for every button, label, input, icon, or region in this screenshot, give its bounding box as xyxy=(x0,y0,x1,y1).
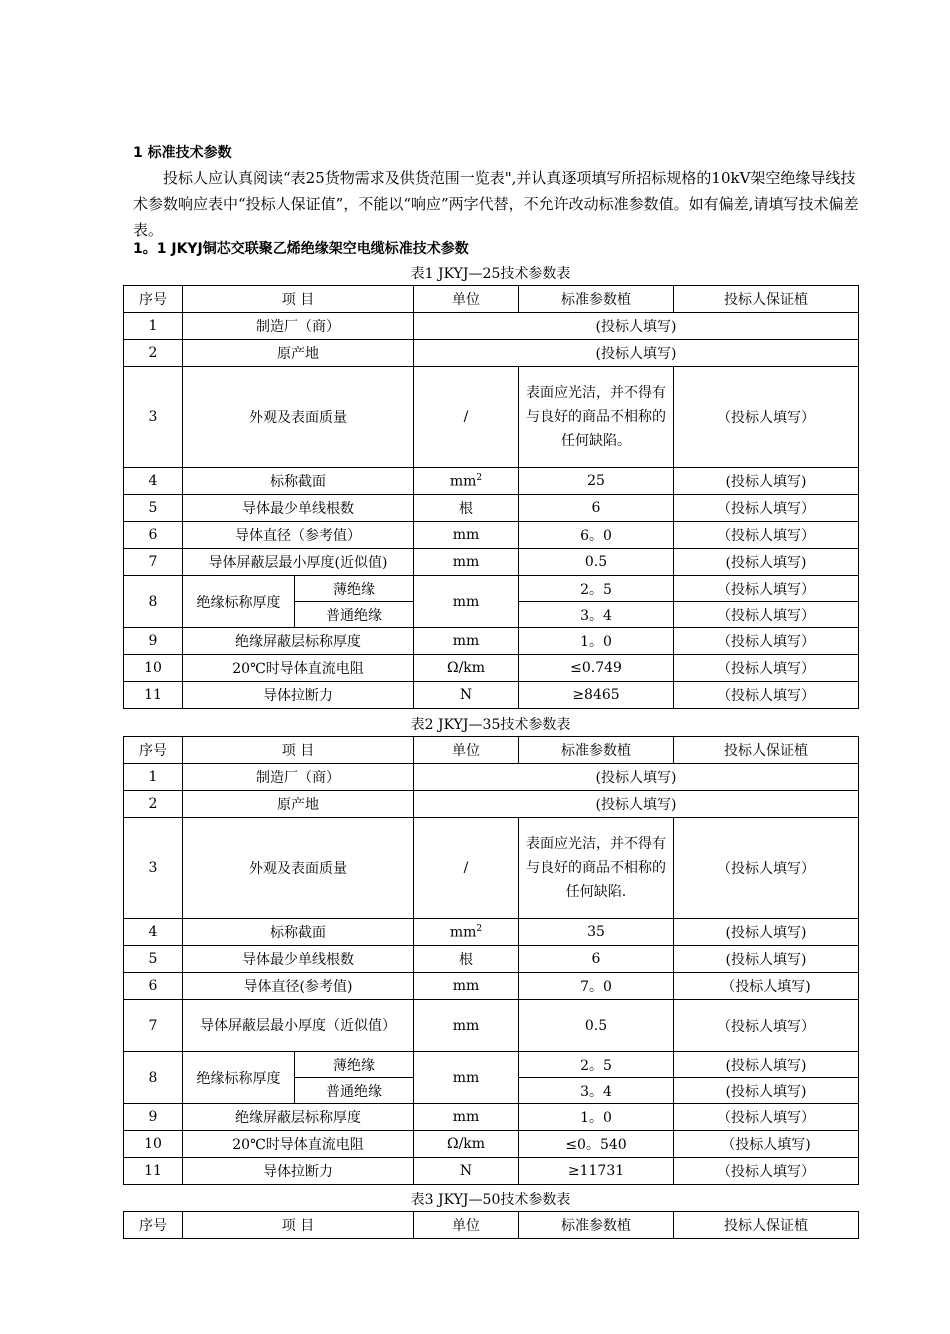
row-subitem: 普通绝缘 xyxy=(295,602,414,628)
row-no: 10 xyxy=(124,655,183,682)
header-item: 项 目 xyxy=(183,286,414,313)
row-unit: mm xyxy=(414,1052,519,1104)
row-bid: (投标人填写) xyxy=(674,946,859,973)
row-bid: （投标人填写） xyxy=(674,1158,859,1185)
table-header-row xyxy=(124,737,859,764)
table-row xyxy=(124,946,859,973)
row-bid: (投标人填写) xyxy=(674,549,859,576)
row-std: 表面应光洁，并不得有与良好的商品不相称的任何缺陷. xyxy=(519,818,674,919)
row-std: 2。5 xyxy=(519,1052,674,1078)
row-no: 11 xyxy=(124,1158,183,1185)
header-std: 标准参数植 xyxy=(519,286,674,313)
header-bid: 投标人保证植 xyxy=(674,737,859,764)
table-row xyxy=(124,791,859,818)
row-bid: （投标人填写） xyxy=(674,655,859,682)
row-bid: (投标人填写) xyxy=(674,919,859,946)
row-no: 6 xyxy=(124,522,183,549)
row-std: 3。4 xyxy=(519,1078,674,1104)
row-std: 1。0 xyxy=(519,1104,674,1131)
table-1-caption: 表1 JKYJ—25技术参数表 xyxy=(410,266,571,282)
table-3 xyxy=(123,1211,859,1239)
row-unit: Ω/km xyxy=(414,1131,519,1158)
unit-superscript: 2 xyxy=(476,923,483,934)
table-2-caption: 表2 JKYJ—35技术参数表 xyxy=(410,717,571,733)
row-unit: mm xyxy=(414,973,519,1000)
table-row xyxy=(124,1000,859,1052)
row-item: 导体直径(参考值) xyxy=(183,973,414,1000)
table-2 xyxy=(123,736,859,1185)
row-item: 导体拉断力 xyxy=(183,682,414,709)
row-item: 标称截面 xyxy=(183,919,414,946)
table-row xyxy=(124,1052,859,1078)
row-unit: mm xyxy=(414,1104,519,1131)
header-item: 项 目 xyxy=(183,737,414,764)
row-unit: mm xyxy=(414,1000,519,1052)
row-item: 导体直径（参考值） xyxy=(183,522,414,549)
row-item: 原产地 xyxy=(183,791,414,818)
row-unit: mm xyxy=(414,549,519,576)
header-no: 序号 xyxy=(124,737,183,764)
row-item: 导体最少单线根数 xyxy=(183,495,414,522)
header-item: 项 目 xyxy=(183,1212,414,1239)
row-no: 4 xyxy=(124,919,183,946)
table-row xyxy=(124,818,859,919)
row-fill: (投标人填写) xyxy=(414,340,859,367)
table-row xyxy=(124,495,859,522)
row-unit: Ω/km xyxy=(414,655,519,682)
row-no: 9 xyxy=(124,628,183,655)
header-unit: 单位 xyxy=(414,1212,519,1239)
row-std: 35 xyxy=(519,919,674,946)
row-bid: （投标人填写） xyxy=(674,818,859,919)
row-item: 20℃时导体直流电阻 xyxy=(183,1131,414,1158)
row-item: 标称截面 xyxy=(183,468,414,495)
row-bid: （投标人填写） xyxy=(674,628,859,655)
row-std: 25 xyxy=(519,468,674,495)
row-item: 导体屏蔽层最小厚度(近似值) xyxy=(183,549,414,576)
row-std: ≥8465 xyxy=(519,682,674,709)
row-subitem: 普通绝缘 xyxy=(295,1078,414,1104)
instruction-text: 投标人应认真阅读“表25货物需求及供货范围一览表",并认真逐项填写所招标规格的10kV架空绝缘导线技术参数响应表中“投标人保证值”，不能以“响应”两字代替，不允许改动标准参数值。如有偏差,请填写技术偏差表。 xyxy=(133,169,859,239)
section-heading: 1 标准技术参数 xyxy=(133,145,232,161)
row-bid: (投标人填写) xyxy=(674,468,859,495)
row-item: 制造厂（商） xyxy=(183,764,414,791)
row-no: 8 xyxy=(124,1052,183,1104)
table-row xyxy=(124,549,859,576)
header-unit: 单位 xyxy=(414,737,519,764)
row-bid: （投标人填写） xyxy=(674,576,859,602)
row-std: ≤0.749 xyxy=(519,655,674,682)
table-row xyxy=(124,1158,859,1185)
row-bid: （投标人填写) xyxy=(674,1131,859,1158)
table-header-row xyxy=(124,1212,859,1239)
row-item: 绝缘标称厚度 xyxy=(183,576,295,628)
row-no: 4 xyxy=(124,468,183,495)
subsection-heading: 1。1 JKYJ铜芯交联聚乙烯绝缘架空电缆标准技术参数 xyxy=(133,241,469,257)
row-no: 11 xyxy=(124,682,183,709)
table-row xyxy=(124,576,859,602)
row-subitem: 薄绝缘 xyxy=(295,1052,414,1078)
row-no: 10 xyxy=(124,1131,183,1158)
row-item: 导体拉断力 xyxy=(183,1158,414,1185)
row-item: 绝缘屏蔽层标称厚度 xyxy=(183,1104,414,1131)
table-3-caption: 表3 JKYJ—50技术参数表 xyxy=(410,1192,571,1208)
row-unit: mm xyxy=(414,576,519,628)
instruction-paragraph xyxy=(133,165,863,243)
row-item: 原产地 xyxy=(183,340,414,367)
header-std: 标准参数植 xyxy=(519,737,674,764)
unit-superscript: 2 xyxy=(476,472,483,483)
row-no: 5 xyxy=(124,495,183,522)
table-header-row xyxy=(124,286,859,313)
table-1 xyxy=(123,285,859,709)
table-row xyxy=(124,522,859,549)
row-subitem: 薄绝缘 xyxy=(295,576,414,602)
row-unit xyxy=(414,468,519,495)
row-unit: N xyxy=(414,1158,519,1185)
row-fill: (投标人填写) xyxy=(414,791,859,818)
table-row xyxy=(124,682,859,709)
row-no: 2 xyxy=(124,340,183,367)
row-std: 2。5 xyxy=(519,576,674,602)
table-row xyxy=(124,628,859,655)
row-bid: (投标人填写) xyxy=(674,1052,859,1078)
row-no: 5 xyxy=(124,946,183,973)
row-no: 9 xyxy=(124,1104,183,1131)
row-unit: mm xyxy=(414,522,519,549)
table-row xyxy=(124,1131,859,1158)
row-fill: (投标人填写) xyxy=(414,313,859,340)
row-std: 6 xyxy=(519,946,674,973)
row-unit xyxy=(414,919,519,946)
row-no: 8 xyxy=(124,576,183,628)
row-item: 绝缘标称厚度 xyxy=(183,1052,295,1104)
row-no: 2 xyxy=(124,791,183,818)
table-row xyxy=(124,973,859,1000)
row-unit: / xyxy=(414,367,519,468)
row-item: 外观及表面质量 xyxy=(183,367,414,468)
row-bid: （投标人填写） xyxy=(674,682,859,709)
table-row xyxy=(124,340,859,367)
row-no: 7 xyxy=(124,1000,183,1052)
unit-text: mm xyxy=(449,924,477,941)
row-std: 1。0 xyxy=(519,628,674,655)
row-item: 制造厂（商） xyxy=(183,313,414,340)
row-std: 0.5 xyxy=(519,1000,674,1052)
row-no: 3 xyxy=(124,818,183,919)
row-std: 3。4 xyxy=(519,602,674,628)
row-item: 20℃时导体直流电阻 xyxy=(183,655,414,682)
row-item: 导体屏蔽层最小厚度（近似值） xyxy=(183,1000,414,1052)
row-std: ≤0。540 xyxy=(519,1131,674,1158)
header-unit: 单位 xyxy=(414,286,519,313)
table-row xyxy=(124,764,859,791)
row-no: 1 xyxy=(124,313,183,340)
row-bid: （投标人填写) xyxy=(674,973,859,1000)
table-row xyxy=(124,919,859,946)
row-bid: （投标人填写） xyxy=(674,367,859,468)
row-std: 7。0 xyxy=(519,973,674,1000)
header-bid: 投标人保证植 xyxy=(674,286,859,313)
row-std: ≥11731 xyxy=(519,1158,674,1185)
row-unit: 根 xyxy=(414,495,519,522)
row-bid: （投标人填写） xyxy=(674,1000,859,1052)
table-row xyxy=(124,367,859,468)
header-bid: 投标人保证植 xyxy=(674,1212,859,1239)
row-bid: （投标人填写） xyxy=(674,495,859,522)
header-no: 序号 xyxy=(124,286,183,313)
table-row xyxy=(124,1104,859,1131)
table-row xyxy=(124,313,859,340)
row-no: 3 xyxy=(124,367,183,468)
row-unit: N xyxy=(414,682,519,709)
row-no: 7 xyxy=(124,549,183,576)
header-no: 序号 xyxy=(124,1212,183,1239)
row-fill: (投标人填写) xyxy=(414,764,859,791)
row-unit: 根 xyxy=(414,946,519,973)
row-no: 6 xyxy=(124,973,183,1000)
row-bid: （投标人填写） xyxy=(674,522,859,549)
row-std: 表面应光洁，并不得有与良好的商品不相称的任何缺陷。 xyxy=(519,367,674,468)
row-item: 绝缘屏蔽层标称厚度 xyxy=(183,628,414,655)
unit-text: mm xyxy=(449,473,477,490)
row-bid: (投标人填写) xyxy=(674,1078,859,1104)
row-bid: （投标人填写） xyxy=(674,602,859,628)
row-item: 外观及表面质量 xyxy=(183,818,414,919)
table-row xyxy=(124,468,859,495)
row-no: 1 xyxy=(124,764,183,791)
header-std: 标准参数植 xyxy=(519,1212,674,1239)
row-bid: （投标人填写） xyxy=(674,1104,859,1131)
table-row xyxy=(124,655,859,682)
row-std: 6。0 xyxy=(519,522,674,549)
row-unit: mm xyxy=(414,628,519,655)
row-std: 0.5 xyxy=(519,549,674,576)
row-unit: / xyxy=(414,818,519,919)
row-std: 6 xyxy=(519,495,674,522)
row-item: 导体最少单线根数 xyxy=(183,946,414,973)
